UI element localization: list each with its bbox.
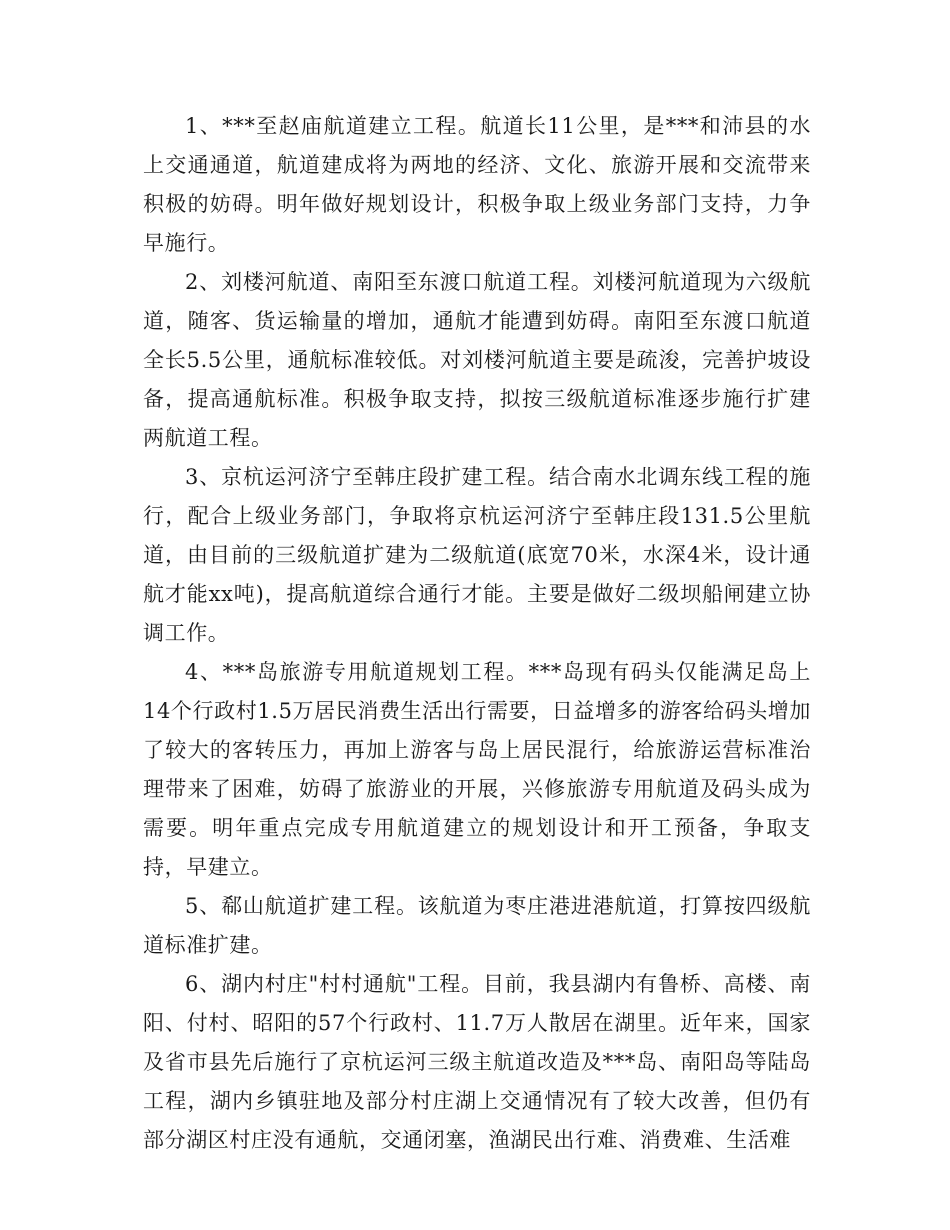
document-body: [143, 107, 811, 1160]
paragraph-2: 2、刘楼河航道、南阳至东渡口航道工程。刘楼河航道现为六级航道，随客、货运输量的增加，通航才能遭到妨碍。南阳至东渡口航道全长5.5公里，通航标准较低。对刘楼河航道主要是疏浚，完善护坡设备，提高通航标准。积极争取支持，拟按三级航道标准逐步施行扩建两航道工程。: [143, 270, 811, 450]
paragraph-1: 1、***至赵庙航道建立工程。航道长11公里，是***和沛县的水上交通通道，航道建成将为两地的经济、文化、旅游开展和交流带来积极的妨碍。明年做好规划设计，积极争取上级业务部门支持，力争早施行。: [143, 114, 811, 255]
paragraph-5: 5、郗山航道扩建工程。该航道为枣庄港进港航道，打算按四级航道标准扩建。: [143, 894, 811, 957]
paragraph-6: 6、湖内村庄"村村通航"工程。目前，我县湖内有鲁桥、高楼、南阳、付村、昭阳的57个行政村、11.7万人散居在湖里。近年来，国家及省市县先后施行了京杭运河三级主航道改造及***岛、南阳岛等陆岛工程，湖内乡镇驻地及部分村庄湖上交通情况有了较大改善，但仍有部分湖区村庄没有通航，交通闭塞，渔湖民出行难、消费难、生活难: [143, 972, 811, 1152]
paragraph-3: 3、京杭运河济宁至韩庄段扩建工程。结合南水北调东线工程的施行，配合上级业务部门，争取将京杭运河济宁至韩庄段131.5公里航道，由目前的三级航道扩建为二级航道(底宽70米，水深4米，设计通航才能xx吨)，提高航道综合通行才能。主要是做好二级坝船闸建立协调工作。: [143, 465, 811, 645]
paragraph-4: 4、***岛旅游专用航道规划工程。***岛现有码头仅能满足岛上14个行政村1.5万居民消费生活出行需要，日益增多的游客给码头增加了较大的客转压力，再加上游客与岛上居民混行，给旅游运营标准治理带来了困难，妨碍了旅游业的开展，兴修旅游专用航道及码头成为需要。明年重点完成专用航道建立的规划设计和开工预备，争取支持，早建立。: [143, 660, 811, 879]
